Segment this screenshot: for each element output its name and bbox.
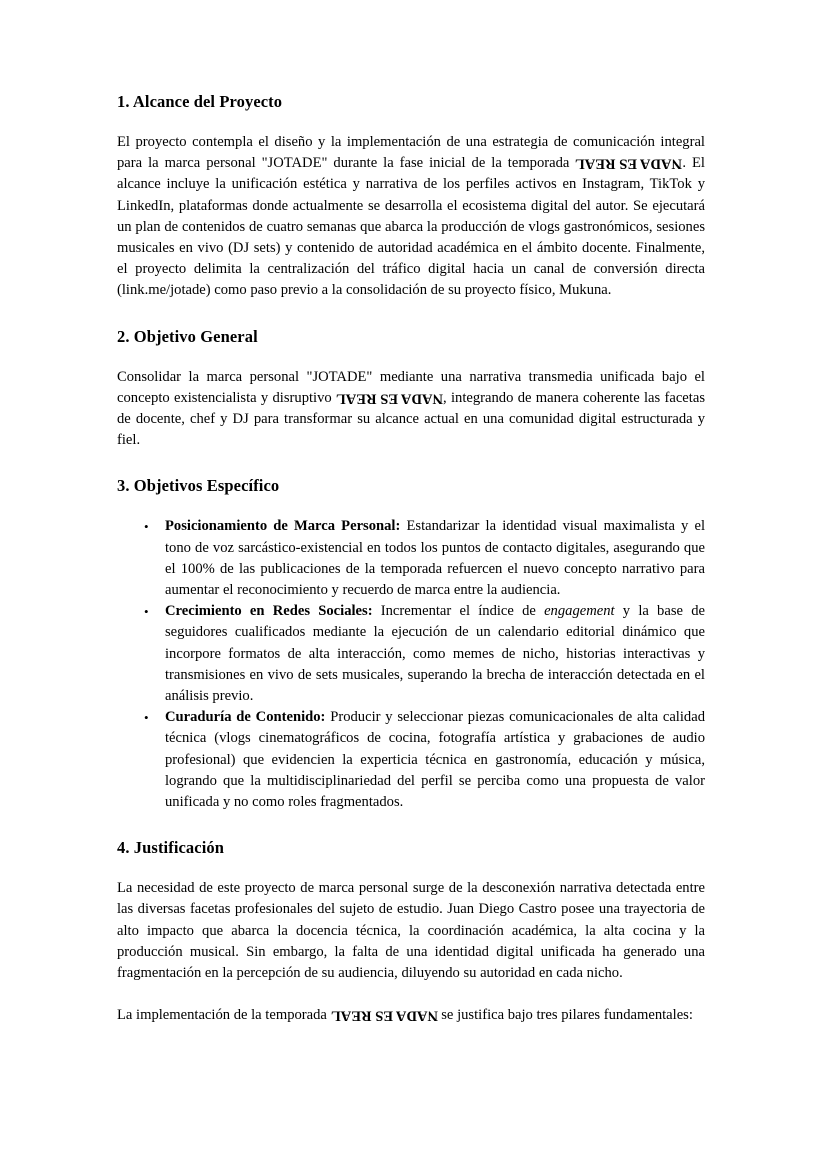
spacer — [117, 813, 705, 838]
brand-phrase-rotated: NADA ES REAL — [330, 1007, 438, 1024]
section-1-paragraph — [117, 132, 705, 302]
section-4-heading: 4. Justificación — [117, 838, 225, 858]
spacer — [117, 112, 705, 132]
spacer — [117, 302, 705, 327]
section-3-heading-block — [117, 476, 705, 496]
section-3-heading: 3. Objetivos Específico — [117, 476, 280, 496]
spacer — [117, 984, 705, 1005]
section-2-paragraph — [117, 367, 705, 452]
bullet-2-text-a: Incrementar el índice de — [372, 603, 545, 620]
section-1-heading: 1. Alcance del Proyecto — [117, 92, 283, 111]
document-content — [117, 92, 705, 1027]
section-4-heading-block — [117, 838, 705, 858]
bullet-1-text: Estandarizar la identidad visual maximalista y el tono de voz sarcástico-existencial en todos los puntos de contacto digitales, asegurando que el 100% de las publicaciones de la temporada refuercen el nuevo concepto narrativo para aumentar el reconocimiento y recuerdo de marca entre la audiencia. — [165, 518, 706, 599]
bullet-3-text: Producir y seleccionar piezas comunicacionales de alta calidad técnica (vlogs cinematográficos de cocina, fotografía artística y grabaciones de audio profesional) que evidencien la experticia técnica en gastronomía, educación y música, logrando que la multidisciplinariedad del perfil se perciba como una propuesta de valor unificada y no como roles fragmentados. — [165, 709, 705, 811]
brand-phrase-rotated: NADA ES REAL — [575, 155, 683, 172]
section-2-heading-block — [117, 327, 705, 347]
bullet-1-lead: Posicionamiento de Marca Personal: — [165, 518, 401, 535]
objectives-list — [117, 516, 705, 813]
section-1-heading-block — [117, 92, 705, 112]
section-4-paragraph-2 — [117, 1005, 705, 1026]
spacer — [117, 858, 705, 878]
list-item — [117, 601, 705, 707]
section-4-text-b: se justifica bajo tres pilares fundamentales: — [437, 1007, 693, 1024]
section-1-text-b: . El alcance incluye la unificación estética y narrativa de los perfiles activos en Instagram, TikTok y LinkedIn, plataformas donde actualmente se desarrolla el ecosistema digital del autor. Se ejecutará un plan de contenidos de cuatro semanas que abarca la producción de vlogs gastronómicos, sesiones musicales en vivo (DJ sets) y contenido de autoridad académica en el ámbito docente. Finalmente, el proyecto delimita la centralización del tráfico digital hacia un canal de conversión directa (link.me/jotade) como paso previo a la consolidación de su proyecto físico, Mukuna. — [117, 155, 705, 299]
bullet-3-lead: Curaduría de Contenido: — [165, 709, 326, 726]
section-4-text-a: La implementación de la temporada — [117, 1007, 331, 1024]
list-item — [117, 516, 705, 601]
list-item — [117, 707, 705, 813]
section-2-text-b: , integrando de manera coherente las facetas de docente, chef y DJ para transformar su alcance actual en una comunidad digital estructurada y fiel. — [117, 389, 706, 449]
bullet-2-italic-term: engagement — [544, 603, 615, 620]
spacer — [117, 347, 705, 367]
section-4-paragraph-1: La necesidad de este proyecto de marca personal surge de la desconexión narrativa detectada entre las diversas facetas profesionales del sujeto de estudio. Juan Diego Castro posee una trayectoria de alto impacto que abarca la docencia técnica, la coordinación académica, la alta cocina y la producción musical. Sin embargo, la falta de una identidad digital unificada ha generado una fragmentación en la percepción de su audiencia, diluyendo su autoridad en cada nicho. — [117, 880, 705, 982]
section-2-heading: 2. Objetivo General — [117, 326, 258, 346]
bullet-2-text-b: y la base de seguidores cualificados mediante la ejecución de un calendario editorial dinámico que incorpore formatos de alta interacción, como memes de nicho, historias interactivas y transmisiones en vivo de sets musicales, superando la brecha de interacción detectada en el análisis previo. — [165, 603, 705, 705]
spacer — [117, 496, 705, 516]
brand-phrase-rotated: NADA ES REAL — [336, 390, 444, 407]
section-1-text-a: El proyecto contempla el diseño y la implementación de una estrategia de comunicación integral para la marca personal "JOTADE" durante la fase inicial de la temporada — [117, 134, 705, 172]
section-2-text-a: Consolidar la marca personal "JOTADE" mediante una narrativa transmedia unificada bajo el concepto existencialista y disruptivo — [117, 368, 705, 406]
spacer — [117, 451, 705, 476]
bullet-2-lead: Crecimiento en Redes Sociales: — [165, 603, 373, 620]
